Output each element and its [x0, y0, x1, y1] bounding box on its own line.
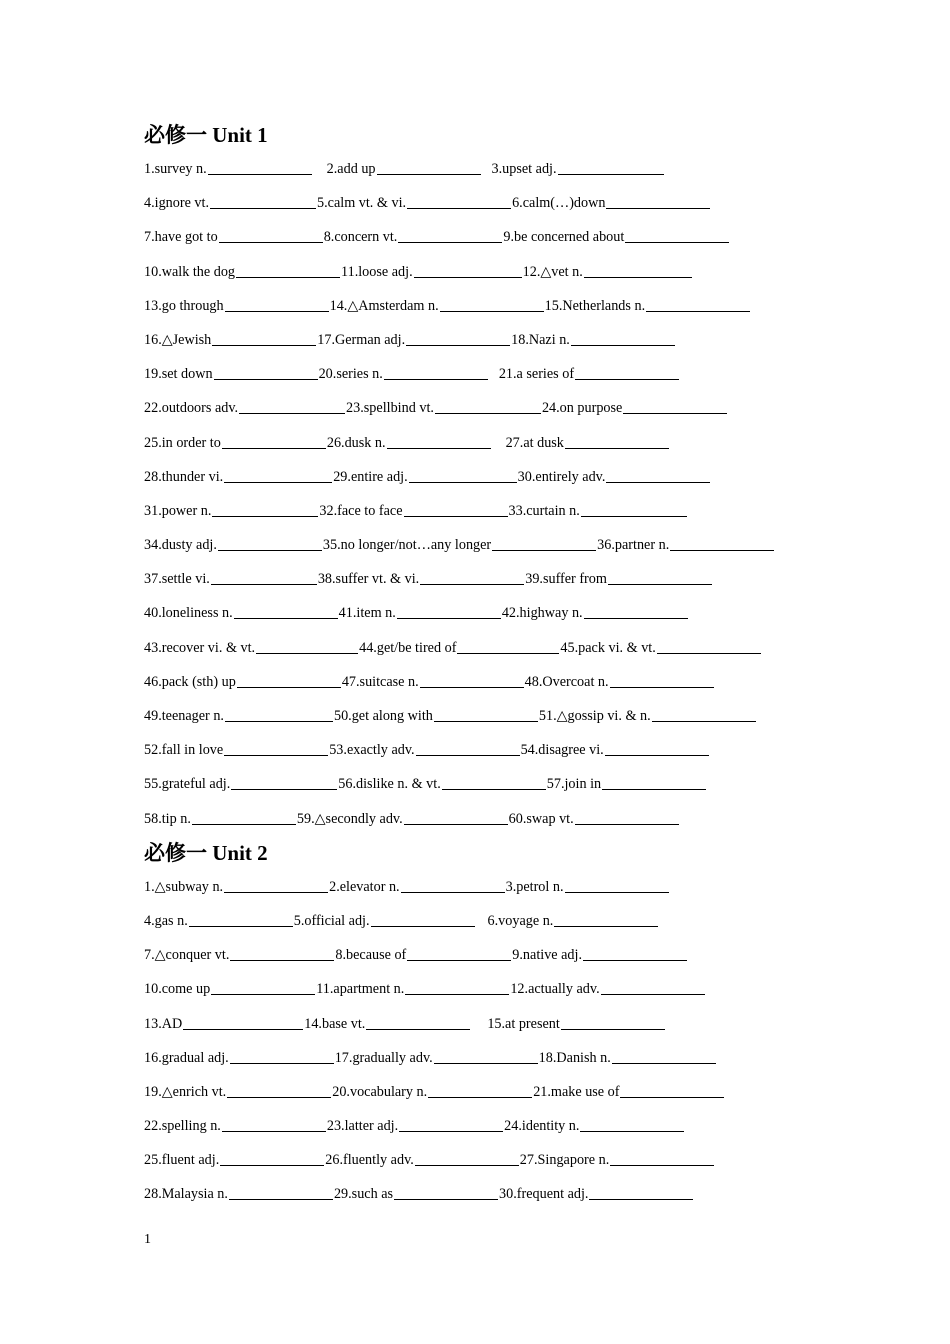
vocab-item: 19.△enrich vt.	[144, 1083, 227, 1100]
vocab-item: 8.because of	[335, 947, 407, 964]
vocab-item: 54.disagree vi.	[520, 742, 604, 759]
vocab-item: 38.suffer vt. & vi.	[317, 571, 420, 588]
vocab-item: 31.power n.	[144, 502, 212, 519]
answer-blank[interactable]	[610, 686, 714, 688]
vocab-item: 53.exactly adv.	[329, 742, 415, 759]
answer-blank[interactable]	[366, 1028, 470, 1030]
vocab-item: 16.gradual adj.	[144, 1049, 229, 1066]
answer-blank[interactable]	[208, 173, 312, 175]
vocab-row	[144, 494, 804, 528]
answer-blank[interactable]	[646, 310, 750, 312]
vocab-item: 11.loose adj.	[341, 263, 413, 280]
vocab-item: 32.face to face	[319, 502, 403, 519]
vocab-item: 60.swap vt.	[508, 810, 574, 827]
vocab-item: 21.make use of	[533, 1083, 620, 1100]
vocab-item: 41.item n.	[338, 605, 396, 622]
vocab-item: 13.AD	[144, 1015, 183, 1032]
vocab-item: 43.recover vi. & vt.	[144, 639, 256, 656]
vocab-row	[144, 426, 804, 460]
answer-blank[interactable]	[212, 344, 316, 346]
answer-blank[interactable]	[218, 549, 322, 551]
vocab-item: 13.go through	[144, 297, 224, 314]
answer-blank[interactable]	[623, 412, 727, 414]
answer-blank[interactable]	[210, 207, 316, 209]
vocab-row	[144, 357, 804, 391]
vocab-item: 7.△conquer vt.	[144, 947, 230, 964]
vocab-row	[144, 528, 804, 562]
answer-blank[interactable]	[492, 549, 596, 551]
answer-blank[interactable]	[227, 1096, 331, 1098]
vocab-item: 12.△vet n.	[522, 263, 583, 280]
vocab-item: 29.such as	[333, 1186, 394, 1203]
vocab-item: 47.suitcase n.	[341, 673, 419, 690]
vocab-item: 52.fall in love	[144, 742, 224, 759]
answer-blank[interactable]	[256, 652, 358, 654]
vocab-row	[144, 596, 804, 630]
vocab-row	[144, 870, 804, 904]
unit1-items	[144, 152, 804, 836]
vocab-item: 22.outdoors adv.	[144, 400, 239, 417]
answer-blank[interactable]	[377, 173, 481, 175]
vocab-row	[144, 562, 804, 596]
answer-blank[interactable]	[575, 378, 679, 380]
vocab-item: 24.identity n.	[504, 1118, 580, 1135]
answer-blank[interactable]	[610, 1164, 714, 1166]
answer-blank[interactable]	[404, 823, 508, 825]
vocab-item: 36.partner n.	[597, 537, 670, 554]
vocab-item: 46.pack (sth) up	[144, 673, 236, 690]
vocab-item: 26.dusk n.	[326, 434, 386, 451]
vocab-item: 15.Netherlands n.	[544, 297, 646, 314]
vocab-item: 12.actually adv.	[510, 981, 600, 998]
answer-blank[interactable]	[575, 823, 679, 825]
vocab-row	[144, 802, 804, 836]
vocab-item: 25.in order to	[144, 434, 221, 451]
answer-blank[interactable]	[222, 447, 326, 449]
answer-blank[interactable]	[620, 1096, 724, 1098]
vocab-row	[144, 391, 804, 425]
vocab-item: 44.get/be tired of	[359, 639, 457, 656]
vocab-row	[144, 1143, 804, 1177]
answer-blank[interactable]	[652, 720, 756, 722]
answer-blank[interactable]	[399, 1130, 503, 1132]
answer-blank[interactable]	[434, 1062, 538, 1064]
answer-blank[interactable]	[420, 583, 524, 585]
vocab-row	[144, 699, 804, 733]
vocab-item: 51.△gossip vi. & n.	[538, 708, 651, 724]
vocab-item: 9.native adj.	[512, 947, 583, 964]
answer-blank[interactable]	[415, 1164, 519, 1166]
answer-blank[interactable]	[571, 344, 675, 346]
answer-blank[interactable]	[397, 617, 501, 619]
answer-blank[interactable]	[384, 378, 488, 380]
vocab-item: 4.gas n.	[144, 912, 188, 929]
vocab-row	[144, 767, 804, 801]
answer-blank[interactable]	[581, 515, 687, 517]
vocab-item: 1.survey n.	[144, 161, 207, 177]
vocab-item: 42.highway n.	[501, 605, 583, 622]
answer-blank[interactable]	[625, 241, 729, 243]
vocab-item: 37.settle vi.	[144, 571, 210, 588]
vocab-row	[144, 665, 804, 699]
answer-blank[interactable]	[371, 925, 475, 927]
answer-blank[interactable]	[237, 686, 341, 688]
answer-blank[interactable]	[584, 276, 692, 278]
answer-blank[interactable]	[558, 173, 664, 175]
vocab-item: 6.voyage n.	[487, 912, 554, 929]
answer-blank[interactable]	[409, 481, 517, 483]
vocab-item: 34.dusty adj.	[144, 537, 217, 554]
answer-blank[interactable]	[404, 515, 508, 517]
vocab-item: 10.come up	[144, 981, 211, 998]
vocab-item: 16.△Jewish	[144, 331, 212, 348]
answer-blank[interactable]	[435, 412, 541, 414]
answer-blank[interactable]	[398, 241, 502, 243]
answer-blank[interactable]	[224, 481, 332, 483]
vocab-row	[144, 733, 804, 767]
answer-blank[interactable]	[657, 652, 761, 654]
answer-blank[interactable]	[612, 1062, 716, 1064]
vocab-item: 28.thunder vi.	[144, 468, 224, 485]
unit-title: 必修一 Unit 1	[144, 123, 268, 147]
answer-blank[interactable]	[565, 891, 669, 893]
vocab-item: 56.dislike n. & vt.	[338, 776, 441, 793]
vocab-row	[144, 152, 804, 186]
answer-blank[interactable]	[606, 481, 710, 483]
vocab-item: 25.fluent adj.	[144, 1152, 220, 1169]
vocab-item: 48.Overcoat n.	[524, 673, 609, 690]
vocab-item: 6.calm(…)down	[512, 195, 606, 212]
vocab-item: 4.ignore vt.	[144, 195, 210, 212]
vocab-row	[144, 938, 804, 972]
answer-blank[interactable]	[608, 583, 712, 585]
vocab-item: 45.pack vi. & vt.	[560, 639, 656, 656]
vocab-row	[144, 631, 804, 665]
vocab-item: 40.loneliness n.	[144, 605, 233, 622]
vocab-item: 26.fluently adv.	[325, 1152, 414, 1169]
unit-title: 必修一 Unit 2	[144, 840, 268, 865]
answer-blank[interactable]	[565, 447, 669, 449]
answer-blank[interactable]	[212, 515, 318, 517]
vocab-item: 24.on purpose	[541, 400, 623, 417]
answer-blank[interactable]	[234, 617, 338, 619]
answer-blank[interactable]	[602, 788, 706, 790]
vocab-row	[144, 972, 804, 1006]
answer-blank[interactable]	[420, 686, 524, 688]
vocab-item: 15.at present	[487, 1015, 560, 1032]
answer-blank[interactable]	[434, 720, 538, 722]
vocab-item: 11.apartment n.	[316, 981, 405, 998]
unit2-items	[144, 870, 804, 1212]
vocab-item: 2.add up	[326, 161, 376, 177]
vocab-item: 58.tip n.	[144, 810, 191, 827]
answer-blank[interactable]	[224, 891, 328, 893]
answer-blank[interactable]	[230, 1062, 334, 1064]
vocab-row	[144, 1075, 804, 1109]
vocab-row	[144, 904, 804, 938]
answer-blank[interactable]	[414, 276, 522, 278]
answer-blank[interactable]	[189, 925, 293, 927]
answer-blank[interactable]	[561, 1028, 665, 1030]
answer-blank[interactable]	[211, 583, 317, 585]
answer-blank[interactable]	[428, 1096, 532, 1098]
vocab-item: 9.be concerned about	[503, 229, 625, 246]
answer-blank[interactable]	[401, 891, 505, 893]
vocab-item: 21.a series of	[498, 366, 575, 383]
vocab-item: 50.get along with	[333, 708, 433, 724]
vocab-item: 30.frequent adj.	[499, 1186, 589, 1203]
vocab-item: 23.latter adj.	[326, 1118, 399, 1135]
vocab-item: 59.△secondly adv.	[296, 810, 403, 827]
answer-blank[interactable]	[230, 959, 334, 961]
answer-blank[interactable]	[583, 959, 687, 961]
answer-blank[interactable]	[222, 1130, 326, 1132]
vocab-row	[144, 323, 804, 357]
vocab-item: 20.series n.	[318, 366, 383, 383]
vocab-item: 1.△subway n.	[144, 878, 224, 895]
vocab-item: 18.Nazi n.	[511, 331, 570, 348]
answer-blank[interactable]	[416, 754, 520, 756]
answer-blank[interactable]	[211, 993, 315, 995]
vocab-item: 29.entire adj.	[333, 468, 408, 485]
vocab-item: 10.walk the dog	[144, 263, 236, 280]
vocab-item: 5.official adj.	[293, 912, 370, 929]
answer-blank[interactable]	[229, 1198, 333, 1200]
answer-blank[interactable]	[220, 1164, 324, 1166]
vocab-item: 49.teenager n.	[144, 708, 224, 724]
answer-blank[interactable]	[183, 1028, 303, 1030]
vocab-item: 23.spellbind vt.	[346, 400, 434, 417]
vocab-item: 39.suffer from	[525, 571, 607, 588]
answer-blank[interactable]	[225, 310, 329, 312]
answer-blank[interactable]	[219, 241, 323, 243]
worksheet-page	[144, 118, 804, 1212]
vocab-item: 2.elevator n.	[329, 878, 400, 895]
answer-blank[interactable]	[405, 993, 509, 995]
answer-blank[interactable]	[442, 788, 546, 790]
vocab-item: 8.concern vt.	[323, 229, 398, 246]
vocab-item: 3.upset adj.	[491, 161, 557, 177]
vocab-row	[144, 1177, 804, 1211]
answer-blank[interactable]	[589, 1198, 693, 1200]
page-number: 1	[144, 1232, 151, 1247]
vocab-item: 5.calm vt. & vi.	[317, 195, 407, 212]
answer-blank[interactable]	[387, 447, 491, 449]
vocab-item: 17.gradually adv.	[334, 1049, 433, 1066]
vocab-row	[144, 1109, 804, 1143]
answer-blank[interactable]	[440, 310, 544, 312]
vocab-item: 28.Malaysia n.	[144, 1186, 228, 1203]
answer-blank[interactable]	[225, 720, 333, 722]
answer-blank[interactable]	[407, 959, 511, 961]
vocab-item: 7.have got to	[144, 229, 218, 246]
answer-blank[interactable]	[606, 207, 710, 209]
vocab-row	[144, 1007, 804, 1041]
answer-blank[interactable]	[214, 378, 318, 380]
answer-blank[interactable]	[457, 652, 559, 654]
answer-blank[interactable]	[584, 617, 688, 619]
vocab-row	[144, 1041, 804, 1075]
vocab-item: 14.base vt.	[304, 1015, 366, 1032]
answer-blank[interactable]	[601, 993, 705, 995]
vocab-item: 3.petrol n.	[505, 878, 564, 895]
vocab-row	[144, 460, 804, 494]
answer-blank[interactable]	[406, 344, 510, 346]
vocab-row	[144, 220, 804, 254]
answer-blank[interactable]	[605, 754, 709, 756]
vocab-item: 18.Danish n.	[538, 1049, 611, 1066]
answer-blank[interactable]	[192, 823, 296, 825]
vocab-item: 55.grateful adj.	[144, 776, 231, 793]
vocab-item: 35.no longer/not…any longer	[322, 537, 492, 554]
answer-blank[interactable]	[231, 788, 337, 790]
answer-blank[interactable]	[407, 207, 511, 209]
vocab-item: 27.Singapore n.	[519, 1152, 610, 1169]
answer-blank[interactable]	[580, 1130, 684, 1132]
vocab-row	[144, 255, 804, 289]
vocab-row	[144, 289, 804, 323]
answer-blank[interactable]	[670, 549, 774, 551]
vocab-item: 22.spelling n.	[144, 1118, 221, 1135]
vocab-row	[144, 186, 804, 220]
vocab-item: 33.curtain n.	[508, 502, 580, 519]
answer-blank[interactable]	[224, 754, 328, 756]
answer-blank[interactable]	[239, 412, 345, 414]
vocab-item: 14.△Amsterdam n.	[329, 297, 439, 314]
vocab-item: 27.at dusk	[505, 434, 564, 451]
vocab-item: 57.join in	[546, 776, 602, 793]
answer-blank[interactable]	[236, 276, 340, 278]
vocab-item: 30.entirely adv.	[517, 468, 606, 485]
answer-blank[interactable]	[394, 1198, 498, 1200]
answer-blank[interactable]	[554, 925, 658, 927]
vocab-item: 19.set down	[144, 366, 213, 383]
vocab-item: 17.German adj.	[317, 331, 406, 348]
vocab-item: 20.vocabulary n.	[332, 1083, 428, 1100]
